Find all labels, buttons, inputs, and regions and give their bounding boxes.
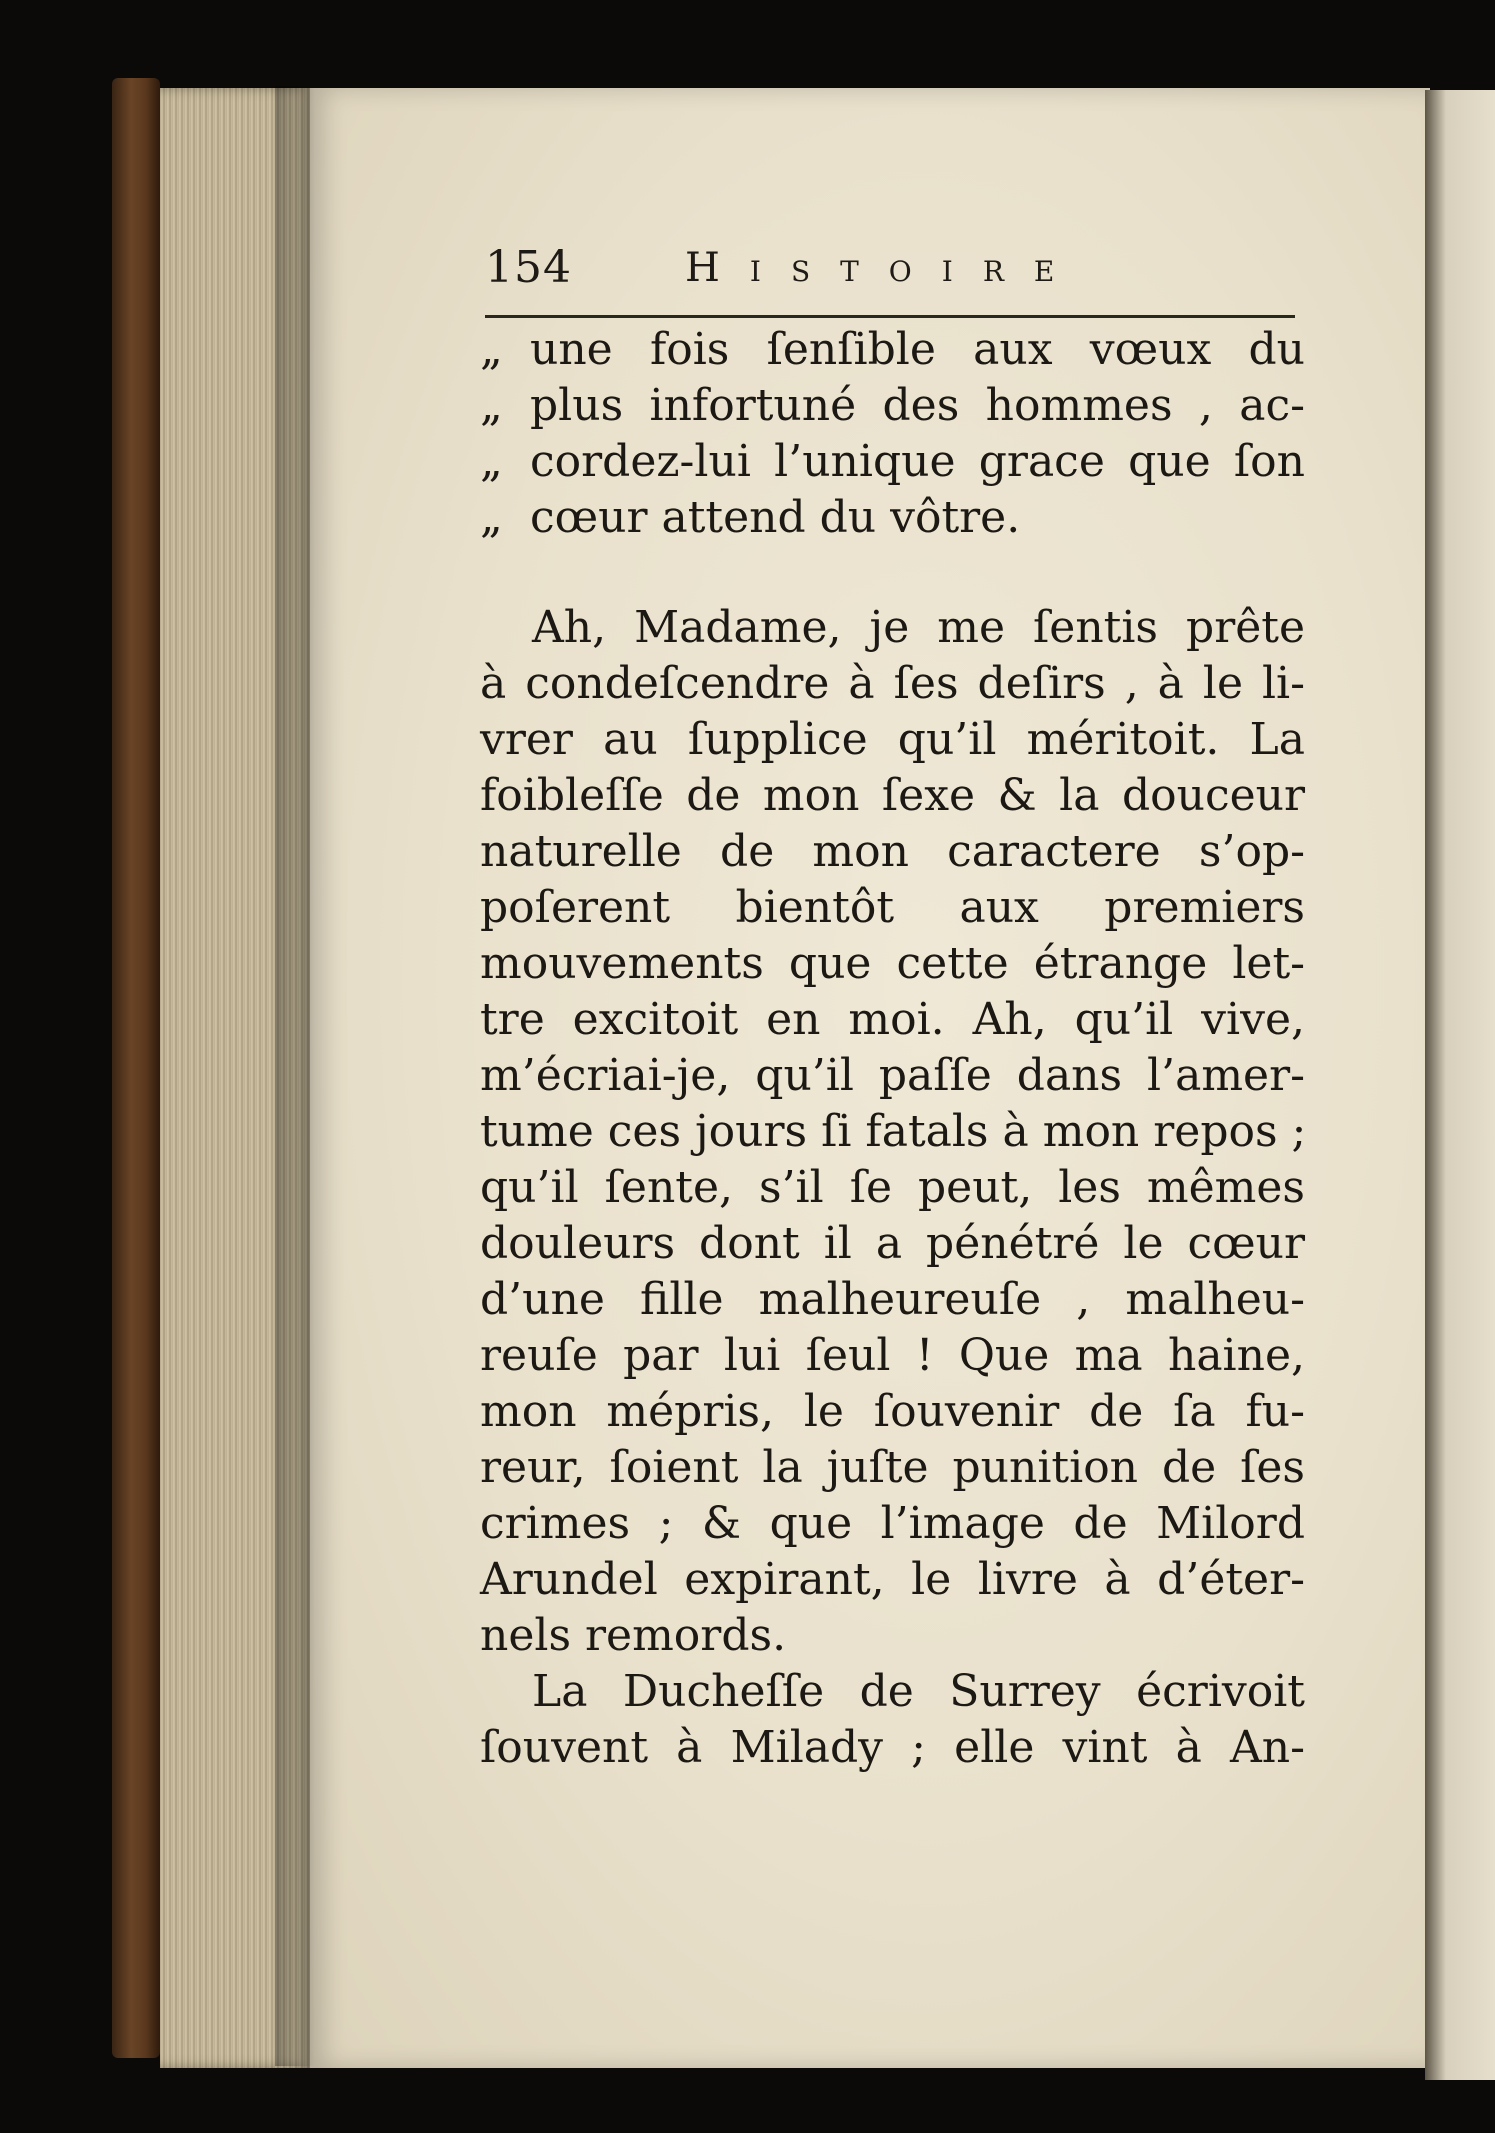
quote-mark: „ xyxy=(480,436,503,487)
gutter-shadow xyxy=(275,86,315,2066)
header-rule xyxy=(485,315,1295,318)
page-number: 154 xyxy=(485,242,572,293)
text-line: crimes ; & que l’image de Milord xyxy=(480,1498,1305,1549)
text-line: mouvements que cette étrange let- xyxy=(480,938,1305,989)
text-line: tre excitoit en moi. Ah, qu’il vive, xyxy=(480,994,1305,1045)
text-line: naturelle de mon caractere s’op- xyxy=(480,826,1305,877)
text-line: à condeſcendre à ſes deſirs , à le li- xyxy=(480,658,1305,709)
text-line: Ah, Madame, je me ſentis prête xyxy=(532,602,1305,653)
running-title: Histoire xyxy=(685,245,1085,291)
text-line: poſerent bientôt aux premiers xyxy=(480,882,1305,933)
quote-text: plus infortuné des hommes , ac- xyxy=(530,380,1305,431)
quote-line xyxy=(480,322,1305,378)
page-text xyxy=(480,322,1305,1776)
text-line: m’écriai-je, qu’il paſſe dans l’amer- xyxy=(480,1050,1305,1101)
text-line: mon mépris, le ſouvenir de ſa fu- xyxy=(480,1386,1305,1437)
paragraph-gap xyxy=(480,546,1305,600)
text-line: vrer au ſupplice qu’il méritoit. La xyxy=(480,714,1305,765)
quote-line xyxy=(480,434,1305,490)
quote-text: une fois ſenſible aux vœux du xyxy=(530,324,1305,375)
quote-text: cœur attend du vôtre. xyxy=(530,492,1021,543)
text-line: foibleſſe de mon ſexe & la douceur xyxy=(480,770,1305,821)
text-line: douleurs dont il a pénétré le cœur xyxy=(480,1218,1305,1269)
quote-text: cordez-lui l’unique grace que ſon xyxy=(530,436,1305,487)
text-line: d’une fille malheureuſe , malheu- xyxy=(480,1274,1305,1325)
quote-line xyxy=(480,490,1305,546)
text-line: reur, ſoient la juſte punition de ſes xyxy=(480,1442,1305,1493)
quote-mark: „ xyxy=(480,492,503,543)
text-line: tume ces jours ſi fatals à mon repos ; xyxy=(480,1106,1307,1157)
text-line: nels remords. xyxy=(480,1610,787,1661)
quote-mark: „ xyxy=(480,324,503,375)
facing-page-edge xyxy=(1425,90,1495,2080)
text-line: reuſe par lui ſeul ! Que ma haine, xyxy=(480,1330,1305,1381)
text-line: La Ducheſſe de Surrey écrivoit xyxy=(532,1666,1305,1717)
quote-mark: „ xyxy=(480,380,503,431)
text-line: qu’il ſente, s’il ſe peut, les mêmes xyxy=(480,1162,1305,1213)
text-line: ſouvent à Milady ; elle vint à An- xyxy=(480,1722,1305,1773)
text-line: Arundel expirant, le livre à d’éter- xyxy=(480,1554,1305,1605)
page-header xyxy=(485,233,1305,303)
quote-line xyxy=(480,378,1305,434)
book-spine xyxy=(112,78,160,2058)
